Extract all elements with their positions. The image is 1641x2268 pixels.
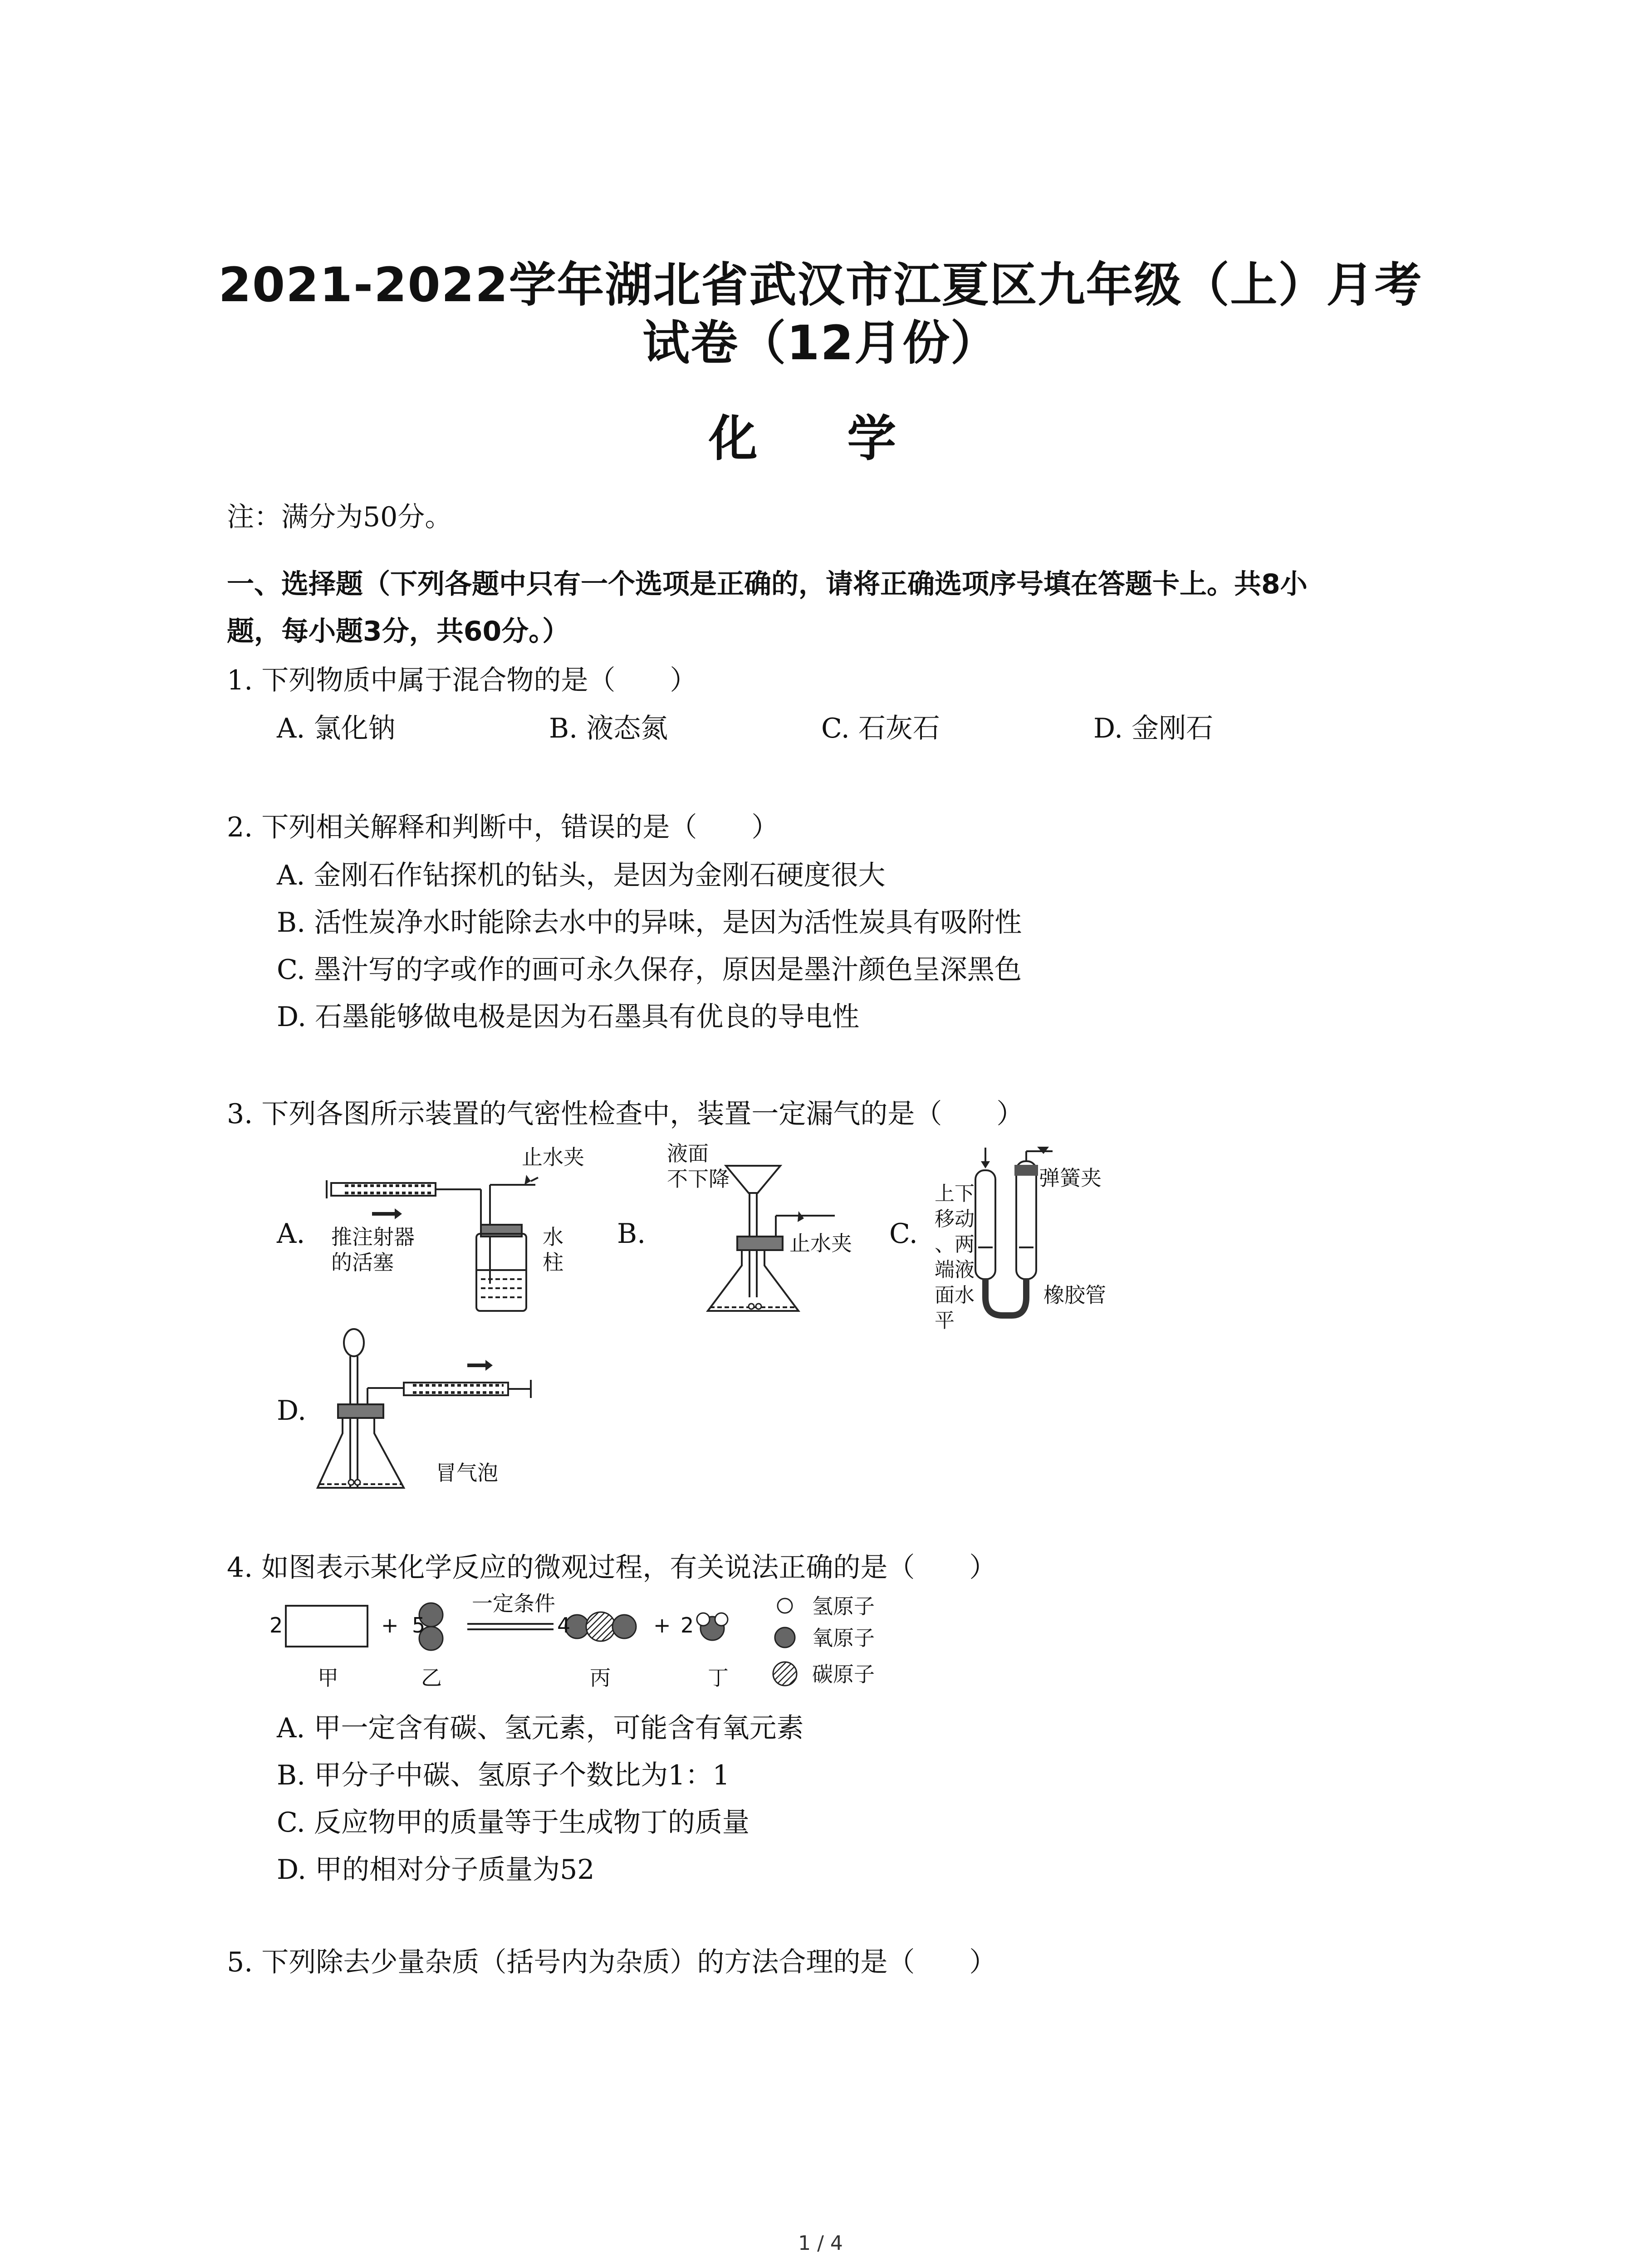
q4-coef-bing: 4 <box>557 1613 571 1637</box>
question-5-stem: 5. 下列除去少量杂质（括号内为杂质）的方法合理的是（ ） <box>227 1946 997 1978</box>
q4-coef-jia: 2 <box>269 1613 283 1637</box>
exam-title-line2: 试卷（12月份） <box>642 315 999 371</box>
q4-name-ding: 丁 <box>708 1666 729 1690</box>
q4-legend-carbon: 碳原子 <box>812 1662 875 1686</box>
question-2-stem: 2. 下列相关解释和判断中，错误的是（ ） <box>227 811 779 843</box>
q2-option-a: A. 金刚石作钻探机的钻头，是因为金刚石硬度很大 <box>277 860 886 891</box>
q3c-move-label-5: 面水 <box>935 1284 975 1307</box>
q3a-push-label-2: 的活塞 <box>331 1250 394 1275</box>
q4-plus-1: + <box>381 1613 399 1637</box>
q4-option-a: A. 甲一定含有碳、氢元素，可能含有氧元素 <box>277 1712 804 1744</box>
q4-option-c: C. 反应物甲的质量等于生成物丁的质量 <box>277 1807 749 1838</box>
q3-option-b-label: B. <box>617 1218 646 1250</box>
q1-option-c: C. 石灰石 <box>821 713 940 744</box>
subject-heading: 化 学 <box>708 411 933 467</box>
q4-legend-hydrogen: 氢原子 <box>812 1594 875 1618</box>
question-3-stem: 3. 下列各图所示装置的气密性检查中，装置一定漏气的是（ ） <box>227 1098 1024 1130</box>
q3c-move-label-1: 上下 <box>935 1182 975 1205</box>
question-1-stem: 1. 下列物质中属于混合物的是（ ） <box>227 665 697 696</box>
q3c-move-label-2: 移动 <box>935 1207 975 1231</box>
q4-reaction-diagram <box>263 1588 898 1706</box>
q4-name-bing: 丙 <box>590 1666 611 1690</box>
q4-coef-yi: 5 <box>412 1613 426 1637</box>
q3a-push-label-1: 推注射器 <box>331 1225 415 1249</box>
q3a-water-label-1: 水 <box>543 1225 563 1249</box>
q4-legend-oxygen: 氧原子 <box>812 1626 875 1650</box>
q2-option-b: B. 活性炭净水时能除去水中的异味，是因为活性炭具有吸附性 <box>277 907 1022 938</box>
section-heading-line2: 题，每小题3分，共60分。） <box>227 616 570 647</box>
q4-plus-2: + <box>653 1613 671 1637</box>
q3b-level-label-1: 液面 <box>667 1141 709 1166</box>
q3-option-d-label: D. <box>277 1395 307 1427</box>
q3c-move-label-3: 、两 <box>935 1233 975 1256</box>
score-note: 注：满分为50分。 <box>227 501 452 533</box>
q3c-move-label-4: 端液 <box>935 1258 975 1281</box>
q4-coef-ding: 2 <box>681 1613 694 1637</box>
exam-title-line1: 2021-2022学年湖北省武汉市江夏区九年级（上）月考 <box>218 257 1423 313</box>
q4-name-jia: 甲 <box>318 1666 338 1690</box>
q3a-water-label-2: 柱 <box>543 1250 563 1275</box>
q1-option-a: A. 氯化钠 <box>277 713 396 744</box>
q3c-move-label-6: 平 <box>935 1309 955 1332</box>
q4-condition: 一定条件 <box>472 1591 555 1616</box>
q3-option-a-label: A. <box>277 1218 305 1250</box>
q3-option-c-label: C. <box>889 1218 918 1250</box>
q3-diagram-d <box>313 1325 549 1506</box>
q4-option-b: B. 甲分子中碳、氢原子个数比为1：1 <box>277 1760 730 1791</box>
q3b-clamp-label: 止水夹 <box>789 1231 852 1256</box>
q3d-bubble-label: 冒气泡 <box>436 1461 498 1485</box>
section-heading-line1: 一、选择题（下列各题中只有一个选项是正确的，请将正确选项序号填在答题卡上。共8小 <box>227 568 1308 600</box>
q3b-level-label-2: 不下降 <box>667 1167 730 1191</box>
q1-option-d: D. 金刚石 <box>1093 713 1214 744</box>
page-number: 1 / 4 <box>798 2232 843 2255</box>
q2-option-d: D. 石墨能够做电极是因为石墨具有优良的导电性 <box>277 1001 860 1033</box>
question-4-stem: 4. 如图表示某化学反应的微观过程，有关说法正确的是（ ） <box>227 1552 997 1584</box>
q3c-spring-label: 弹簧夹 <box>1039 1166 1102 1190</box>
q2-option-c: C. 墨汁写的字或作的画可永久保存，原因是墨汁颜色呈深黑色 <box>277 954 1022 986</box>
q3c-rubber-label: 橡胶管 <box>1043 1283 1106 1307</box>
q1-option-b: B. 液态氮 <box>549 713 668 744</box>
q4-option-d: D. 甲的相对分子质量为52 <box>277 1854 595 1886</box>
q4-name-yi: 乙 <box>421 1666 442 1690</box>
q3a-clamp-label: 止水夹 <box>522 1145 584 1169</box>
